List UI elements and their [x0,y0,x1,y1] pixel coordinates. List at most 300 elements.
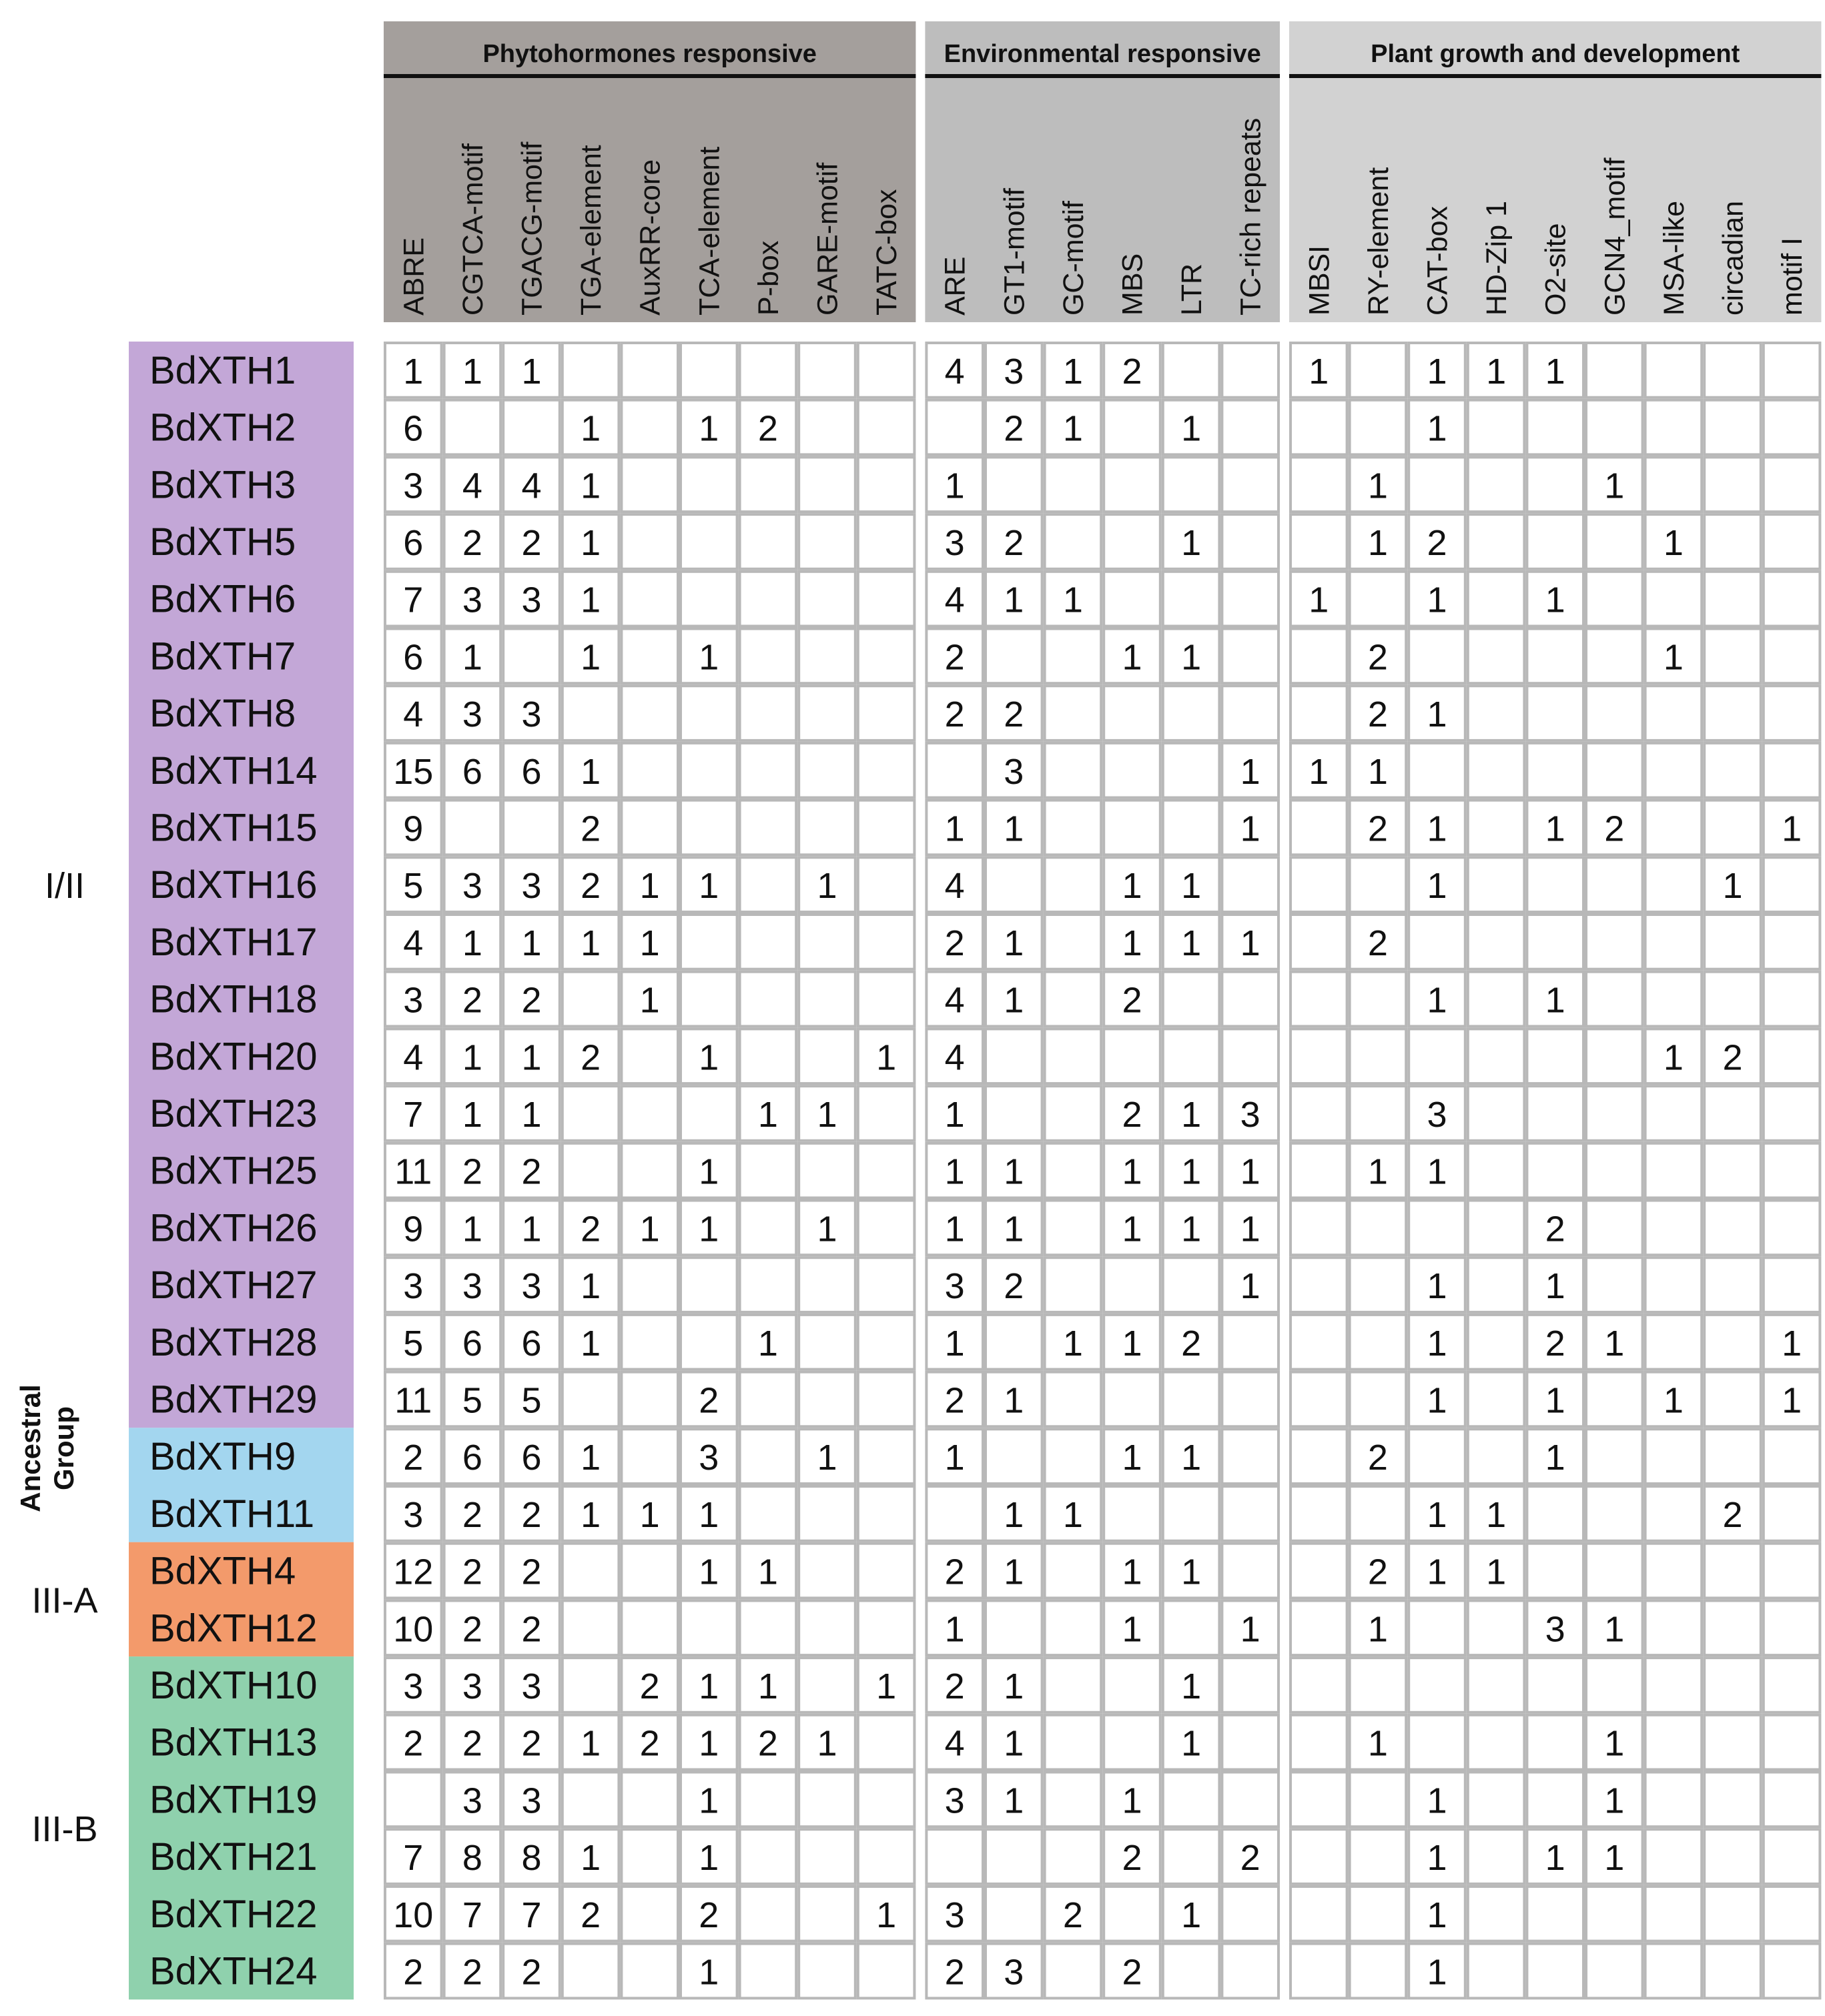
table-cell [1163,1486,1220,1541]
table-cell [563,686,619,740]
table-cell [740,686,797,740]
cell-value: 1 [817,1723,837,1764]
cell-value: 2 [581,866,601,907]
table-cell [1291,1829,1347,1884]
cell-value: 1 [1181,1209,1202,1249]
table-cell [1586,857,1643,912]
cell-value: 1 [1122,1209,1142,1249]
table-cell [444,801,501,855]
cell-value: 11 [394,1151,432,1192]
table-cell [1350,1486,1407,1541]
table-cell [681,801,737,855]
table-cell [1222,1029,1279,1083]
table-cell [1646,1544,1702,1598]
table-cell [799,915,855,969]
cell-value: 1 [1004,580,1024,620]
table-cell [444,400,501,455]
table-cell [1468,1143,1525,1198]
cell-value: 1 [1004,1151,1024,1192]
table-cell [740,629,797,684]
cell-value: 1 [1004,1209,1024,1249]
table-cell [1291,514,1347,569]
cell-value: 2 [521,1494,542,1535]
table-cell [858,1257,915,1312]
table-cell [1704,1658,1761,1712]
cell-value: 2 [521,1151,542,1192]
table-cell [1409,1429,1465,1484]
cell-value: 1 [639,980,660,1021]
motif-label-mbsi: MBSI [1303,245,1336,316]
cell-value: 2 [581,1037,601,1078]
table-cell [1104,572,1160,626]
cell-value: 3 [944,522,965,563]
table-cell [1586,1257,1643,1312]
table-cell [1704,514,1761,569]
cell-value: 2 [1004,522,1024,563]
cell-value: 3 [462,866,482,907]
cell-value: 2 [521,522,542,563]
table-cell [563,343,619,398]
table-cell [621,1257,678,1312]
cell-value: 1 [1309,351,1329,392]
table-cell [1409,915,1465,969]
table-cell [681,514,737,569]
table-cell [1163,457,1220,512]
table-cell [1291,1773,1347,1827]
table-cell [1045,1429,1102,1484]
table-cell [1350,1829,1407,1884]
table-cell [858,1201,915,1255]
table-cell [1222,629,1279,684]
table-cell [1646,1486,1702,1541]
cell-value: 3 [521,1781,542,1821]
cell-value: 1 [1545,351,1565,392]
grid-layer [385,343,1820,1998]
motif-label-cgtca-motif: CGTCA-motif [456,143,489,316]
cell-value: 1 [817,1438,837,1478]
table-cell [1291,857,1347,912]
cell-value: 1 [521,1209,542,1249]
cell-value: 4 [944,351,965,392]
table-cell [799,972,855,1027]
cell-value: 1 [699,1723,719,1764]
table-cell [1291,1944,1347,1999]
cell-value: 1 [1367,1723,1388,1764]
table-cell [1468,1944,1525,1999]
table-cell [740,972,797,1027]
cell-value: 7 [462,1895,482,1935]
table-cell [1045,514,1102,569]
table-cell [1291,400,1347,455]
cell-value: 3 [462,580,482,620]
cell-value: 1 [1181,1723,1202,1764]
table-cell [1527,857,1583,912]
table-cell [621,1143,678,1198]
cell-value: 3 [1545,1609,1565,1650]
table-cell [1527,400,1583,455]
cell-value: 7 [403,1094,424,1135]
cell-value: 1 [1427,866,1447,907]
cell-value: 1 [1181,1895,1202,1935]
table-cell [1045,686,1102,740]
table-cell [621,629,678,684]
table-cell [1409,743,1465,798]
table-cell [986,629,1042,684]
table-cell [621,1544,678,1598]
table-cell [1586,915,1643,969]
table-cell [799,1257,855,1312]
cell-value: 1 [581,1438,601,1478]
cell-value: 1 [757,1552,778,1592]
table-cell [858,572,915,626]
cell-value: 2 [757,1723,778,1764]
cell-value: 2 [462,522,482,563]
table-cell [858,686,915,740]
gene-label-bdxth25: BdXTH25 [149,1149,318,1193]
table-cell [681,915,737,969]
cell-value: 3 [944,1781,965,1821]
table-cell [1291,1887,1347,1941]
table-cell [1045,972,1102,1027]
cell-value: 4 [944,866,965,907]
table-cell [1045,1544,1102,1598]
cell-value: 1 [1181,1094,1202,1135]
cell-value: 2 [1545,1209,1565,1249]
table-cell [858,972,915,1027]
table-cell [740,1029,797,1083]
table-cell [1646,343,1702,398]
cell-value: 1 [1240,751,1260,792]
table-cell [681,343,737,398]
cell-value: 1 [1486,1552,1507,1592]
cell-value: 3 [1427,1094,1447,1135]
table-cell [1646,915,1702,969]
motif-label-msa-like: MSA-like [1658,200,1690,316]
table-cell [1468,1429,1525,1484]
cell-value: 2 [1062,1895,1083,1935]
cell-value: 1 [1122,1609,1142,1650]
table-cell [1704,1944,1761,1999]
cell-value: 1 [944,1438,965,1478]
table-cell [986,1600,1042,1655]
cell-value: 3 [403,1266,424,1307]
cell-value: 2 [1122,980,1142,1021]
cell-value: 9 [403,1209,424,1249]
cell-value: 6 [462,1323,482,1364]
motif-label-tc-rich-repeats: TC-rich repeats [1234,117,1267,316]
table-cell [1527,1086,1583,1141]
table-cell [926,400,983,455]
table-cell [1104,1658,1160,1712]
table-cell [986,857,1042,912]
table-cell [986,1829,1042,1884]
table-cell [503,801,560,855]
table-cell [563,1143,619,1198]
table-cell [621,743,678,798]
table-cell [1045,1773,1102,1827]
cell-value: 1 [462,1037,482,1078]
table-cell [1764,1086,1820,1141]
table-cell [1646,1715,1702,1770]
table-cell [1764,1029,1820,1083]
motif-label-auxrr-core: AuxRR-core [634,159,667,316]
cell-value: 1 [1486,351,1507,392]
cell-value: 1 [1663,637,1684,678]
cell-value: 2 [1367,923,1388,963]
cell-value: 4 [944,980,965,1021]
table-cell [1409,1600,1465,1655]
table-cell [1704,572,1761,626]
cell-value: 4 [403,694,424,735]
table-cell [1586,1658,1643,1712]
table-cell [621,801,678,855]
cell-value: 1 [581,1323,601,1364]
gene-label-bdxth15: BdXTH15 [149,806,318,850]
table-cell [1586,1486,1643,1541]
cell-value: 3 [944,1895,965,1935]
table-cell [563,1658,619,1712]
table-cell [740,1944,797,1999]
table-cell [1468,1315,1525,1370]
table-cell [1704,743,1761,798]
table-cell [1646,1086,1702,1141]
table-cell [858,1372,915,1427]
table-cell [1409,457,1465,512]
table-cell [1468,1887,1525,1941]
table-cell [1104,1257,1160,1312]
gene-label-bdxth20: BdXTH20 [149,1035,318,1079]
table-cell [858,801,915,855]
cell-value: 1 [581,1266,601,1307]
gene-label-bdxth6: BdXTH6 [149,577,296,621]
table-cell [1468,972,1525,1027]
table-cell [1646,572,1702,626]
cell-value: 1 [639,1209,660,1249]
motif-label-tca-element: TCA-element [693,146,726,316]
cell-value: 8 [462,1838,482,1879]
table-cell [1104,457,1160,512]
table-cell [1104,514,1160,569]
cell-value: 1 [1604,1609,1625,1650]
table-cell [1350,1315,1407,1370]
table-cell [681,1086,737,1141]
table-cell [1468,1773,1525,1827]
cell-value: 1 [639,923,660,963]
table-cell [799,1372,855,1427]
cell-value: 1 [1240,1609,1260,1650]
table-cell [858,1143,915,1198]
cell-value: 1 [581,1494,601,1535]
table-cell [1646,1600,1702,1655]
table-cell [1291,1544,1347,1598]
table-cell [1704,1257,1761,1312]
table-cell [926,1486,983,1541]
cell-value: 7 [521,1895,542,1935]
table-cell [1468,514,1525,569]
table-cell [1586,1143,1643,1198]
cell-value: 1 [521,351,542,392]
gene-label-bdxth19: BdXTH19 [149,1778,318,1822]
cell-value: 1 [876,1666,897,1706]
cell-value: 1 [403,351,424,392]
table-cell [1163,801,1220,855]
table-cell [1764,1143,1820,1198]
table-cell [621,1086,678,1141]
cell-value: 1 [1181,637,1202,678]
cell-value: 1 [1663,522,1684,563]
cell-value: 1 [1427,408,1447,449]
table-cell [1527,686,1583,740]
table-cell [1222,572,1279,626]
cell-value: 3 [462,694,482,735]
table-cell [1646,801,1702,855]
cell-value: 2 [944,1666,965,1706]
table-cell [1586,1372,1643,1427]
cell-value: 1 [1181,1151,1202,1192]
table-cell [1764,1544,1820,1598]
table-cell [1586,1029,1643,1083]
cell-value: 1 [817,866,837,907]
table-cell [1646,1944,1702,1999]
cell-value: 2 [1367,694,1388,735]
cell-value: 1 [1004,1781,1024,1821]
table-cell [1468,1086,1525,1141]
motif-label-gare-motif: GARE-motif [811,162,844,316]
cell-value: 6 [403,522,424,563]
table-cell [1350,1201,1407,1255]
table-cell [1291,457,1347,512]
table-cell [1764,1600,1820,1655]
cell-value: 1 [1240,1209,1260,1249]
table-cell [681,572,737,626]
cell-value: 8 [521,1838,542,1879]
table-cell [563,1372,619,1427]
cell-value: 2 [521,980,542,1021]
cell-value: 3 [403,980,424,1021]
table-cell [1704,972,1761,1027]
table-cell [799,1544,855,1598]
table-cell [1704,1372,1761,1427]
table-cell [740,1201,797,1255]
cell-value: 1 [462,351,482,392]
cell-value: 6 [403,408,424,449]
table-cell [1291,1315,1347,1370]
cell-value: 9 [403,809,424,849]
cell-value: 1 [1427,694,1447,735]
table-cell [1222,1486,1279,1541]
gene-label-bdxth22: BdXTH22 [149,1892,318,1936]
cell-value: 3 [1004,751,1024,792]
category-label: Environmental responsive [944,40,1261,68]
table-cell [1527,1715,1583,1770]
table-cell [503,400,560,455]
table-cell [1409,1658,1465,1712]
cell-value: 2 [403,1438,424,1478]
table-cell [1468,400,1525,455]
table-cell [1163,1600,1220,1655]
table-cell [1291,1429,1347,1484]
table-cell [1646,1887,1702,1941]
cell-value: 1 [521,1037,542,1078]
cell-value: 2 [521,1609,542,1650]
table-cell [1291,1257,1347,1312]
table-cell [1104,400,1160,455]
table-cell [1291,1600,1347,1655]
cell-value: 3 [403,1494,424,1535]
table-cell [1646,1429,1702,1484]
table-cell [1468,743,1525,798]
table-cell [1409,1201,1465,1255]
gene-label-bdxth7: BdXTH7 [149,634,296,678]
table-cell [799,1658,855,1712]
table-cell [1045,1658,1102,1712]
motif-label-tgacg-motif: TGACG-motif [516,141,549,316]
cell-value: 1 [944,1094,965,1135]
table-cell [1222,1887,1279,1941]
table-cell [1045,801,1102,855]
table-cell [740,1143,797,1198]
table-cell [621,1315,678,1370]
cell-value: 5 [462,1380,482,1421]
motif-label-gcn4-motif: GCN4_motif [1599,157,1631,316]
table-cell [740,857,797,912]
table-cell [1350,1372,1407,1427]
cell-value: 1 [1309,580,1329,620]
cell-value: 1 [1427,1781,1447,1821]
table-cell [1586,1544,1643,1598]
cell-value: 3 [403,1666,424,1706]
table-cell [1104,801,1160,855]
cell-value: 1 [521,1094,542,1135]
table-cell [858,1773,915,1827]
table-cell [1350,857,1407,912]
table-cell [926,1829,983,1884]
table-cell [1586,1201,1643,1255]
cell-value: 1 [699,637,719,678]
table-cell [1291,1029,1347,1083]
table-cell [1764,743,1820,798]
table-cell [1468,1829,1525,1884]
table-cell [503,629,560,684]
cell-value: 1 [1122,1323,1142,1364]
table-cell [1045,1029,1102,1083]
table-cell [1468,1257,1525,1312]
cell-value: 1 [1181,1552,1202,1592]
table-cell [681,1315,737,1370]
table-cell [1291,1372,1347,1427]
table-cell [740,1257,797,1312]
table-cell [1222,343,1279,398]
cell-value: 1 [944,1151,965,1192]
gene-label-bdxth26: BdXTH26 [149,1206,318,1250]
table-cell [621,1372,678,1427]
cell-value: 3 [699,1438,719,1478]
table-cell [1163,972,1220,1027]
gene-label-bdxth10: BdXTH10 [149,1663,318,1707]
gene-label-bdxth4: BdXTH4 [149,1549,296,1593]
gene-label-bdxth9: BdXTH9 [149,1435,296,1479]
table-cell [858,1086,915,1141]
gene-label-bdxth8: BdXTH8 [149,692,296,736]
gene-label-bdxth5: BdXTH5 [149,520,296,564]
table-cell [1704,1715,1761,1770]
table-cell [1350,1257,1407,1312]
cell-value: 1 [876,1037,897,1078]
cell-value: 1 [1604,1723,1625,1764]
cell-value: 2 [581,809,601,849]
motif-label-are: ARE [939,256,972,316]
table-cell [1704,343,1761,398]
